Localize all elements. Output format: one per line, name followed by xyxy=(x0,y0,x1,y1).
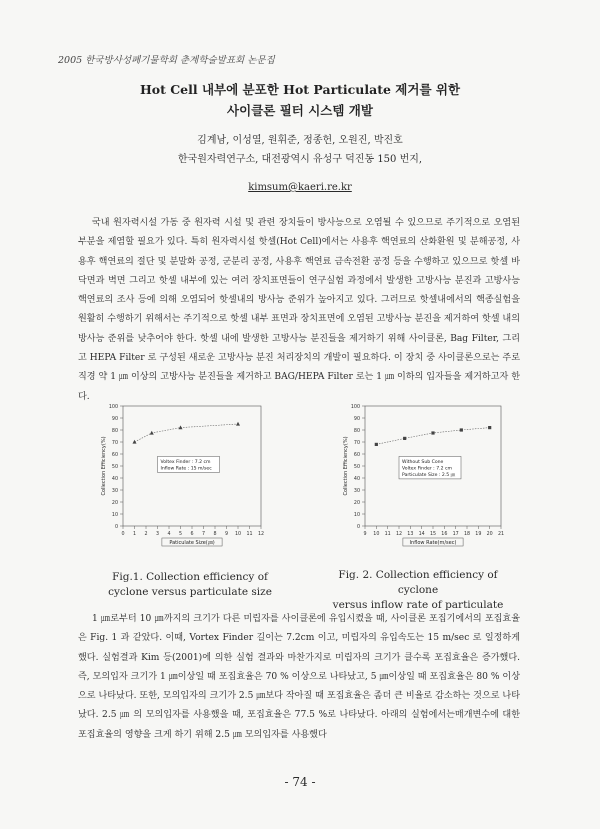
x-tick-label: 10 xyxy=(373,532,380,537)
data-point xyxy=(179,425,183,429)
y-tick-label: 70 xyxy=(353,440,360,446)
x-tick-label: 3 xyxy=(155,532,160,537)
data-point xyxy=(403,437,406,440)
y-tick-label: 80 xyxy=(353,428,360,434)
data-point xyxy=(460,428,463,431)
journal-header: 2005 한국방사성폐기물학회 춘계학술발표회 논문집 xyxy=(58,55,275,66)
y-tick-label: 20 xyxy=(353,500,360,506)
x-tick-label: 21 xyxy=(497,532,505,537)
x-tick-label: 17 xyxy=(452,532,459,537)
x-tick-label: 7 xyxy=(201,532,206,537)
x-tick-label: 1 xyxy=(132,532,137,537)
figure-2-caption-line-1: Fig. 2. Collection efficiency of cyclone xyxy=(338,569,498,596)
x-axis-label: Inflow Rate(m/sec) xyxy=(409,540,457,546)
x-tick-label: 14 xyxy=(418,532,425,537)
y-tick-label: 60 xyxy=(111,452,118,458)
figure-1-chart xyxy=(93,398,273,558)
figure-2-caption-line-2: versus inflow rate of particulate xyxy=(332,599,504,611)
y-axis-label: Collection Efficiency(%) xyxy=(343,436,349,496)
x-tick-label: 19 xyxy=(475,532,482,537)
y-axis-label: Collection Efficiency(%) xyxy=(101,436,107,496)
x-tick-label: 10 xyxy=(234,532,242,537)
y-tick-label: 10 xyxy=(111,512,118,518)
figure-1-caption-line-1: Fig.1. Collection efficiency of xyxy=(112,571,268,583)
y-tick-label: 0 xyxy=(114,524,118,530)
x-tick-label: 13 xyxy=(407,532,414,537)
affiliation: 한국원자력연구소, 대전광역시 유성구 덕진동 150 번지, xyxy=(177,154,423,165)
data-point xyxy=(488,426,491,429)
data-point xyxy=(133,440,137,444)
y-tick-label: 10 xyxy=(353,512,360,518)
data-point xyxy=(375,443,378,446)
x-tick-label: 12 xyxy=(257,532,265,537)
contact-email[interactable]: kimsum@kaeri.re.kr xyxy=(248,182,352,193)
legend-entry: Inflow Rate : 15 m/sec xyxy=(160,466,212,472)
body-paragraph-1: 국내 원자력시설 가동 중 원자력 시설 및 관련 장치들이 방사능으로 오염될 수 있으므로 주기적으로 오염된 부분을 제염할 필요가 있다. 특히 원자력시설 핫셀(Hot Cell)에서는 사용후 핵연료의 산화환원 및 분해공정, 사용후 핵연료의 절단 및 분말화 공정, 군분리 공정, 사용후 핵연료 금속전환 공정 등을 수행하고 있으므로 핫셀 바닥면과 벽면 그리고 핫셀 내부에 있는 여러 장치표면들이 연구실험 과정에서 발생한 고방사능 분진과 고방사능 핵연료의 조사 등에 의해 오염되어 핫셀내의 방사능 준위가 높아지고 있다. 그러므로 핫셀내에서의 핵종실험을 원활히 수행하기 위해서는 주기적으로 핫셀 내부 표면과 장치표면에 오염된 고방사능 분진을 제거하여 핫셀 내의 방사능 준위를 낮추어야 한다. 핫셀 내에 발생한 고방사능 분진들을 제거하기 위해 사이클론, Bag Filter, 그리고 HEPA Filter 로 구성된 새로운 고방사능 분진 처리장치의 개발이 필요하다. 이 장치 중 사이클론으로는 주로 직경 약 1 ㎛ 이상의 고방사능 분진들을 제거하고 BAG/HEPA Filter 로는 1 ㎛ 이하의 입자들을 제거하고자 한다. xyxy=(78,218,520,402)
body-paragraph-2: 1 ㎛로부터 10 ㎛까지의 크기가 다른 미립자를 사이클론에 유입시켰을 때, 사이클론 포집기에서의 포집효율은 Fig. 1 과 같았다. 이때, Vortex Finder 길이는 7.2cm 이고, 미립자의 유입속도는 15 m/sec 로 일정하게 했다. 실험결과 Kim 등(2001)에 의한 실험 결과와 마찬가지로 미립자의 크기가 클수록 포집효율은 증가했다. 즉, 모의입자 크기가 1 ㎛이상일 때 포집효율은 70 % 이상으로 나타났고, 5 ㎛이상일 때 포집효율은 80 % 이상으로 나타났다. 또한, 모의입자의 크기가 2.5 ㎛보다 작아질 때 포집효율은 좀더 큰 비율로 감소하는 것으로 나타났다. 2.5 ㎛ 의 모의입자를 사용했을 때, 포집효율은 77.5 %로 나타났다. 아래의 실험에서는매개변수에 대한 포집효율의 영향을 크게 하기 위해 2.5 ㎛ 모의입자를 사용했다 xyxy=(78,614,520,740)
x-tick-label: 6 xyxy=(190,532,194,537)
x-tick-label: 15 xyxy=(429,532,437,537)
figure-1-caption-line-2: cyclone versus particulate size xyxy=(108,586,272,598)
y-tick-label: 30 xyxy=(353,488,360,494)
y-tick-label: 100 xyxy=(350,404,360,410)
x-tick-label: 5 xyxy=(178,532,183,537)
x-tick-label: 16 xyxy=(441,532,448,537)
figure-2-caption xyxy=(318,568,518,613)
x-tick-label: 11 xyxy=(246,532,253,537)
x-tick-label: 4 xyxy=(167,532,171,537)
y-tick-label: 80 xyxy=(111,428,118,434)
y-tick-label: 50 xyxy=(353,464,360,470)
x-tick-label: 12 xyxy=(395,532,403,537)
y-tick-label: 50 xyxy=(111,464,118,470)
y-tick-label: 70 xyxy=(111,440,118,446)
legend-entry: Voltex Finder : 7.2 cm xyxy=(402,466,452,472)
data-point xyxy=(431,431,434,434)
y-tick-label: 40 xyxy=(353,476,360,482)
x-tick-label: 20 xyxy=(486,532,493,537)
figure-1-caption xyxy=(90,570,290,600)
x-tick-label: 0 xyxy=(121,532,125,537)
x-tick-label: 9 xyxy=(224,532,229,537)
page-number: - 74 - xyxy=(284,775,316,789)
legend-entry: Particulate Size : 2.5 ㎛ xyxy=(402,472,456,478)
data-point xyxy=(236,422,240,426)
figure-2-chart xyxy=(337,398,513,558)
paper-title-line-2: 사이클론 필터 시스템 개발 xyxy=(227,103,373,118)
series-line xyxy=(135,424,239,442)
x-tick-label: 11 xyxy=(384,532,391,537)
y-tick-label: 30 xyxy=(111,488,118,494)
author-list: 김계남, 이성열, 원휘준, 정종헌, 오원진, 박진호 xyxy=(197,135,403,146)
x-tick-label: 2 xyxy=(144,532,148,537)
y-tick-label: 20 xyxy=(111,500,118,506)
legend-entry: Voltex Finder : 7.2 cm xyxy=(160,459,211,465)
y-tick-label: 90 xyxy=(111,416,118,422)
x-tick-label: 8 xyxy=(213,532,217,537)
y-tick-label: 100 xyxy=(108,404,118,410)
series-line xyxy=(376,428,489,445)
x-tick-label: 18 xyxy=(463,532,471,537)
y-tick-label: 40 xyxy=(111,476,118,482)
y-tick-label: 90 xyxy=(353,416,360,422)
y-tick-label: 60 xyxy=(353,452,360,458)
paper-title-line-1: Hot Cell 내부에 분포한 Hot Particulate 제거를 위한 xyxy=(139,82,461,97)
x-axis-label: Paticulate Size(㎛) xyxy=(169,540,215,546)
data-point xyxy=(150,431,154,435)
y-tick-label: 0 xyxy=(356,524,360,530)
legend-entry: Without Sub Cone xyxy=(402,459,444,465)
x-tick-label: 9 xyxy=(363,532,367,537)
